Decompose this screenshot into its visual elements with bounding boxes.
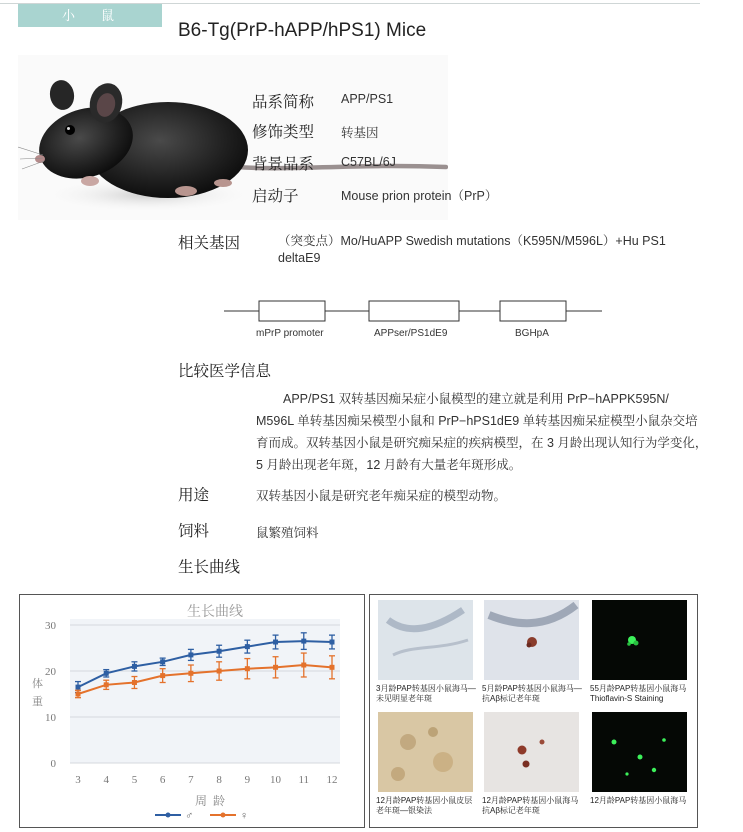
attr-value-abbrev: APP/PS1 (341, 92, 394, 106)
chart-point (330, 640, 335, 645)
histology-caption: 12月龄PAP转基因小鼠海马抗Aβ标记老年斑 (482, 796, 579, 815)
chart-legend-marker (166, 813, 171, 818)
histology-image (378, 712, 473, 792)
growth-chart-panel (19, 594, 365, 828)
histology-caption: 3月龄PAP转基因小鼠海马—未见明显老年斑 (376, 684, 476, 703)
chart-legend-marker (221, 813, 226, 818)
construct-label-app: APPser/PS1dE9 (374, 328, 448, 339)
histology-image (484, 712, 579, 792)
feed-text: 鼠繁殖饲料 (256, 526, 319, 540)
histology-caption: 12月龄PAP转基因小鼠海马 (590, 796, 687, 805)
chart-ytick-label: 10 (45, 712, 56, 724)
chart-point (301, 663, 306, 668)
chart-ylabel: 重 (32, 696, 43, 708)
histology-panel (369, 594, 698, 828)
chart-ytick-label: 20 (45, 666, 56, 678)
related-genes-line2: deltaE9 (278, 251, 321, 265)
chart-point (273, 640, 278, 645)
page-title: B6-Tg(PrP-hAPP/hPS1) Mice (178, 20, 427, 41)
attr-value-modification: 转基因 (341, 126, 379, 140)
histology-caption: 55月龄PAP转基因小鼠海马 Thioflavin-S Staining (590, 684, 687, 703)
chart-ytick-label: 30 (45, 620, 56, 632)
chart-point (330, 665, 335, 670)
chart-point (76, 692, 81, 697)
comparative-line-1: APP/PS1 双转基因痴呆症小鼠模型的建立就是利用 PrP−hAPPK595N/ (283, 392, 669, 406)
histology-image (592, 712, 687, 792)
chart-xtick-label: 4 (103, 774, 109, 786)
chart-legend-label: ♀ (240, 810, 249, 822)
chart-xtick-label: 8 (216, 774, 222, 786)
chart-xtick-label: 7 (188, 774, 194, 786)
growth-label: 生长曲线 (178, 559, 241, 576)
chart-point (160, 673, 165, 678)
construct-label-promoter: mPrP promoter (256, 328, 324, 339)
chart-xtick-label: 3 (75, 774, 81, 786)
chart-point (217, 669, 222, 674)
chart-point (104, 682, 109, 687)
chart-xtick-label: 12 (326, 774, 338, 786)
usage-label: 用途 (178, 487, 210, 504)
related-genes-line1: （突变点）Mo/HuAPP Swedish mutations（K595N/M596L）+Hu PS1 (278, 234, 666, 248)
chart-point (132, 664, 137, 669)
chart-point (188, 671, 193, 676)
chart-point (104, 671, 109, 676)
chart-point (273, 665, 278, 670)
chart-xtick-label: 10 (270, 774, 282, 786)
comparative-line-4: 5 月龄出现老年斑，12 月龄有大量老年斑形成。 (256, 458, 522, 472)
chart-point (245, 644, 250, 649)
attr-value-promoter: Mouse prion protein（PrP） (341, 189, 498, 203)
comparative-line-2: M596L 单转基因痴呆模型小鼠和 PrP−hPS1dE9 单转基因痴呆症模型小鼠杂交培 (256, 414, 698, 428)
chart-point (301, 639, 306, 644)
comparative-line-3: 育而成。双转基因小鼠是研究痴呆症的疾病模型，在 3 月龄出现认知行为学变化， (256, 436, 708, 450)
construct-label-bghpa: BGHpA (515, 328, 549, 339)
chart-xtick-label: 11 (298, 774, 310, 786)
chart-title: 生长曲线 (187, 603, 243, 619)
chart-point (132, 680, 137, 685)
attr-label-abbrev: 品系简称 (252, 94, 315, 111)
attr-label-modification: 修饰类型 (252, 124, 315, 141)
growth-chart (20, 595, 364, 827)
chart-ylabel: 体 (32, 678, 43, 690)
attr-label-background: 背景品系 (252, 156, 315, 173)
chart-ytick-label: 0 (50, 758, 56, 770)
chart-point (160, 659, 165, 664)
histology-image (592, 600, 687, 680)
chart-point (188, 652, 193, 657)
chart-xtick-label: 5 (131, 774, 138, 786)
histology-caption: 12月龄PAP转基因小鼠皮层老年斑—银染法 (376, 796, 473, 815)
chart-xtick-label: 6 (159, 774, 166, 786)
chart-point (76, 685, 81, 690)
histology-image (484, 600, 579, 680)
attr-value-background: C57BL/6J (341, 155, 396, 169)
feed-label: 饲料 (178, 523, 210, 540)
related-genes-label: 相关基因 (178, 235, 241, 252)
chart-xlabel: 周龄 (194, 794, 232, 808)
histology-image (378, 600, 473, 680)
chart-legend-label: ♂ (185, 810, 194, 822)
chart-point (245, 666, 250, 671)
category-tag: 小鼠 (18, 4, 162, 27)
attr-label-promoter: 启动子 (252, 188, 299, 205)
chart-point (217, 649, 222, 654)
histology-caption: 5月龄PAP转基因小鼠海马—抗Aβ标记老年斑 (482, 684, 582, 703)
comparative-label: 比较医学信息 (178, 363, 272, 380)
usage-text: 双转基因小鼠是研究老年痴呆症的模型动物。 (256, 489, 507, 503)
chart-xtick-label: 9 (244, 774, 251, 786)
